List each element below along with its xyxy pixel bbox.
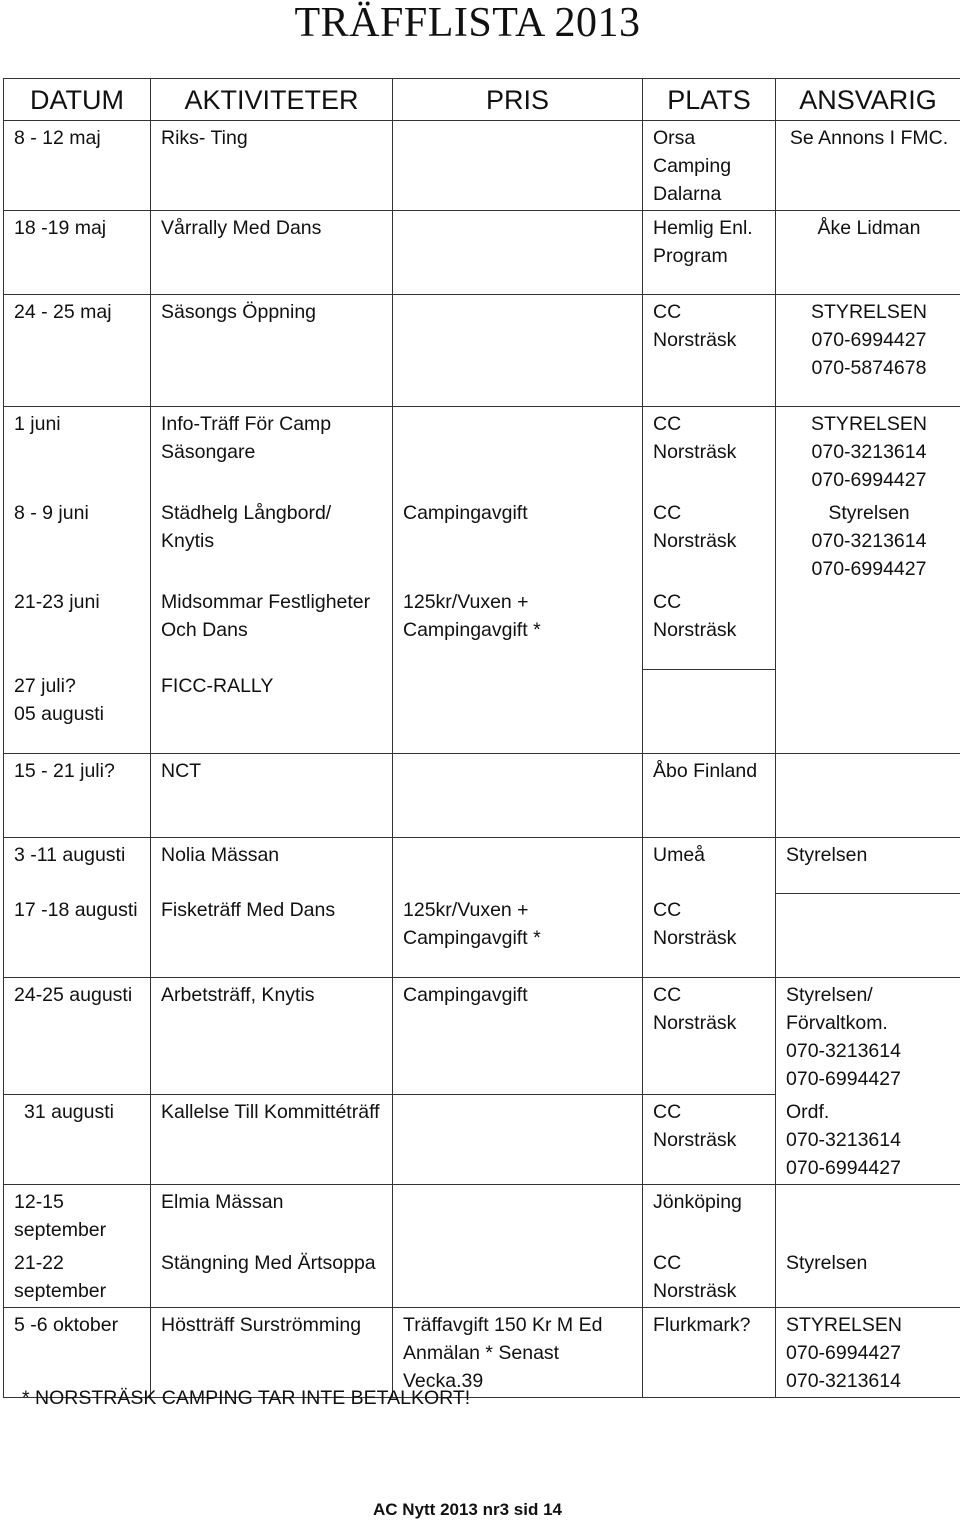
date-line: 05 augusti (14, 703, 104, 725)
price-cell (393, 1246, 643, 1308)
price-cell (393, 407, 643, 497)
responsible-cell (776, 893, 960, 977)
place-cell (643, 669, 776, 753)
responsible-cell (776, 496, 960, 585)
header-price: PRIS (393, 79, 643, 121)
phone-number: 070-6994427 (786, 1067, 901, 1090)
table-row (4, 893, 960, 977)
responsible-cell: Styrelsen (776, 837, 960, 893)
price-cell (393, 295, 643, 407)
date-line: 27 juli? (14, 675, 76, 697)
table-row (4, 977, 960, 1095)
date-cell: 1 juni (4, 407, 151, 497)
phone-number: 070-6994427 (811, 558, 927, 580)
date-cell: 21-22 september (4, 1246, 151, 1308)
price-cell: 125kr/Vuxen + Campingavgift * (393, 585, 643, 669)
phone-number: 070-3213614 (811, 441, 927, 463)
responsible-cell (776, 977, 960, 1095)
date-cell: 3 -11 augusti (4, 837, 151, 893)
responsible-cell (776, 1095, 960, 1185)
page-title: TRÄFFLISTA 2013 (294, 0, 641, 46)
date-cell: 8 - 9 juni (4, 496, 151, 585)
header-activities: AKTIVITETER (151, 79, 393, 121)
event-schedule-table (3, 78, 960, 1398)
price-cell (393, 837, 643, 893)
place-cell: CC Norsträsk (643, 496, 776, 585)
place-cell: Umeå (643, 837, 776, 893)
phone-number: 070-6994427 (786, 1156, 901, 1179)
table-row (4, 1095, 960, 1185)
activity-cell: FICC-RALLY (151, 669, 393, 753)
date-cell: 5 -6 oktober (4, 1307, 151, 1397)
phone-number: 070-3213614 (786, 1039, 901, 1062)
price-cell: Campingavgift (393, 977, 643, 1095)
responsible-title: Ordf. (786, 1100, 830, 1123)
place-cell: CC Norsträsk (643, 1246, 776, 1308)
phone-number: 070-6994427 (811, 469, 927, 491)
page-footer: AC Nytt 2013 nr3 sid 14 (373, 1500, 562, 1519)
responsible-cell (776, 1307, 960, 1397)
date-cell: 31 augusti (4, 1095, 151, 1185)
price-cell: Träffavgift 150 Kr M Ed Anmälan * Senast Vecka.39 (393, 1307, 643, 1397)
activity-cell: Vårrally Med Dans (151, 211, 393, 295)
responsible-title: STYRELSEN (811, 301, 927, 323)
responsible-cell (776, 753, 960, 837)
table-row (4, 753, 960, 837)
responsible-cell: Styrelsen (776, 1246, 960, 1308)
date-cell: 15 - 21 juli? (4, 753, 151, 837)
activity-cell: Nolia Mässan (151, 837, 393, 893)
header-date: DATUM (4, 79, 151, 121)
table-row (4, 585, 960, 669)
place-cell: CC Norsträsk (643, 977, 776, 1095)
place-cell: CC Norsträsk (643, 295, 776, 407)
place-cell: Orsa Camping Dalarna (643, 121, 776, 211)
price-cell: 125kr/Vuxen + Campingavgift * (393, 893, 643, 977)
responsible-title: STYRELSEN (786, 1313, 902, 1336)
price-cell (393, 1184, 643, 1246)
table-row (4, 1184, 960, 1246)
phone-number: 070-6994427 (786, 1341, 901, 1364)
price-cell (393, 211, 643, 295)
date-cell: 24 - 25 maj (4, 295, 151, 407)
table-row (4, 669, 960, 753)
date-cell: 17 -18 augusti (4, 893, 151, 977)
price-cell (393, 1095, 643, 1185)
phone-number: 070-6994427 (811, 329, 927, 351)
price-cell (393, 669, 643, 753)
phone-number: 070-3213614 (811, 530, 927, 552)
table-row (4, 1246, 960, 1308)
responsible-cell (776, 295, 960, 407)
activity-cell: Kallelse Till Kommittéträff (151, 1095, 393, 1185)
responsible-cell: Åke Lidman (776, 211, 960, 295)
date-cell: 24-25 augusti (4, 977, 151, 1095)
responsible-cell (776, 407, 960, 497)
activity-cell: Midsommar Festligheter Och Dans (151, 585, 393, 669)
phone-number: 070-5874678 (811, 357, 927, 379)
table-row (4, 496, 960, 585)
activity-cell: Fisketräff Med Dans (151, 893, 393, 977)
place-cell: CC Norsträsk (643, 407, 776, 497)
table-row (4, 837, 960, 893)
price-cell (393, 121, 643, 211)
date-cell (4, 669, 151, 753)
activity-cell: Städhelg Långbord/ Knytis (151, 496, 393, 585)
activity-cell: Arbetsträff, Knytis (151, 977, 393, 1095)
activity-cell: Stängning Med Ärtsoppa (151, 1246, 393, 1308)
table-row (4, 407, 960, 497)
activity-cell: Elmia Mässan (151, 1184, 393, 1246)
place-cell: Flurkmark? (643, 1307, 776, 1397)
activity-cell: Riks- Ting (151, 121, 393, 211)
responsible-title: Styrelsen (828, 502, 910, 524)
date-cell: 8 - 12 maj (4, 121, 151, 211)
table-header-row (4, 79, 960, 121)
footnote: * NORSTRÄSK CAMPING TAR INTE BETALKORT! (22, 1387, 471, 1409)
date-cell: 18 -19 maj (4, 211, 151, 295)
responsible-cell (776, 585, 960, 669)
header-place: PLATS (643, 79, 776, 121)
activity-cell: Höstträff Surströmming (151, 1307, 393, 1397)
activity-cell: NCT (151, 753, 393, 837)
place-cell: CC Norsträsk (643, 585, 776, 669)
responsible-title: Styrelsen/ Förvaltkom. (786, 983, 888, 1034)
activity-cell: Säsongs Öppning (151, 295, 393, 407)
price-cell: Campingavgift (393, 496, 643, 585)
place-cell: Hemlig Enl. Program (643, 211, 776, 295)
place-cell: Jönköping (643, 1184, 776, 1246)
responsible-title: STYRELSEN (811, 413, 927, 435)
table-row (4, 121, 960, 211)
date-cell: 12-15 september (4, 1184, 151, 1246)
place-cell: Åbo Finland (643, 753, 776, 837)
phone-number: 070-3213614 (786, 1128, 901, 1151)
phone-number: 070-3213614 (786, 1369, 901, 1392)
responsible-cell: Se Annons I FMC. (776, 121, 960, 211)
place-cell: CC Norsträsk (643, 1095, 776, 1185)
price-cell (393, 753, 643, 837)
responsible-cell (776, 669, 960, 753)
date-cell: 21-23 juni (4, 585, 151, 669)
table-row (4, 295, 960, 407)
activity-cell: Info-Träff För Camp Säsongare (151, 407, 393, 497)
header-responsible: ANSVARIG (776, 79, 960, 121)
table-row (4, 211, 960, 295)
place-cell: CC Norsträsk (643, 893, 776, 977)
responsible-cell (776, 1184, 960, 1246)
